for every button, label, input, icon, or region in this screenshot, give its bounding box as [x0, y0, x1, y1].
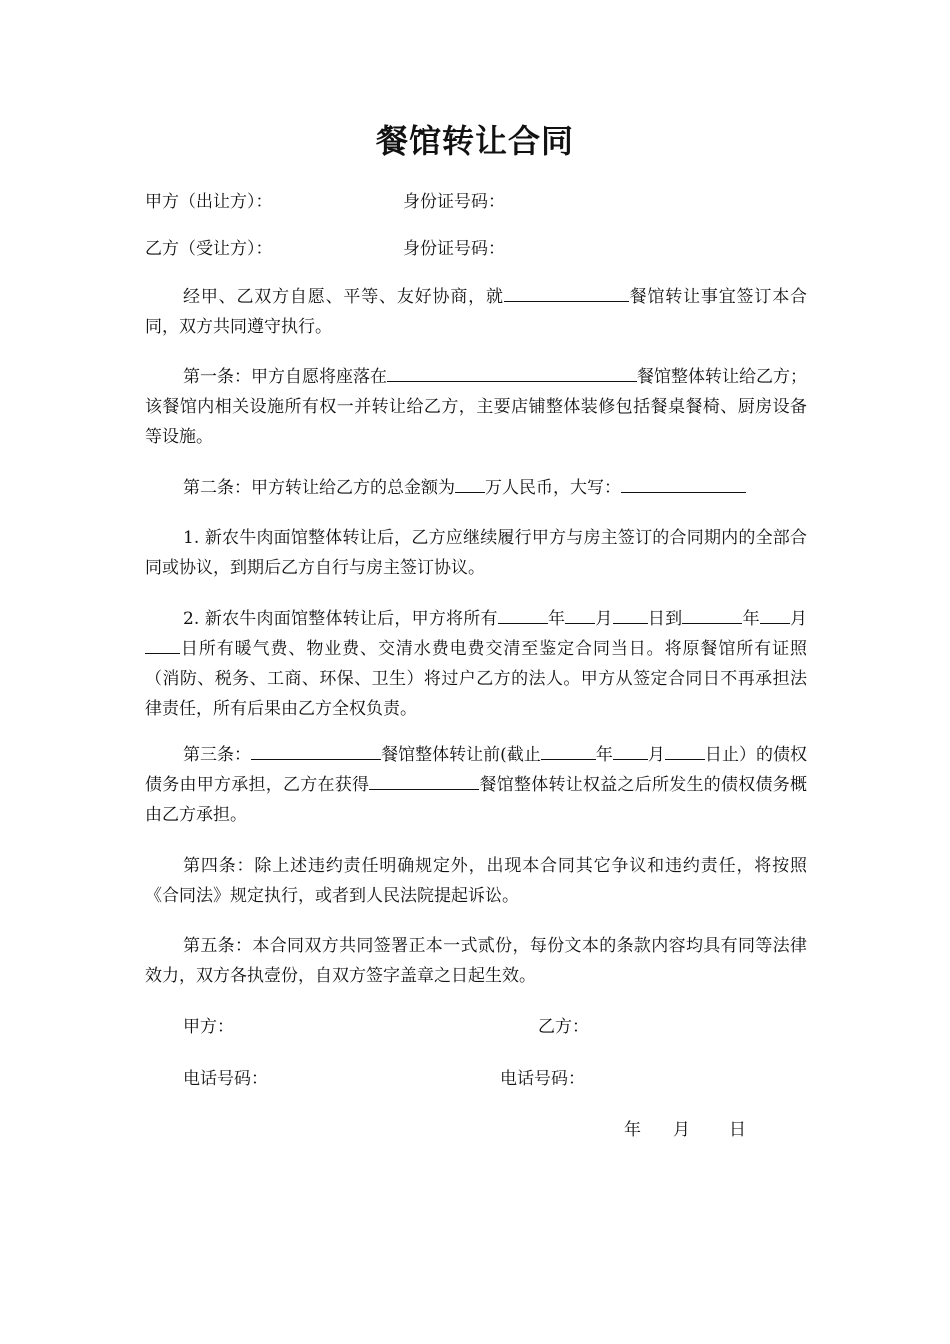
day-from-blank [613, 605, 648, 624]
signature-party-b: 乙方： [538, 1017, 589, 1037]
item-2-month-to: 月 [789, 609, 808, 629]
article-2-text-2: 万人民币，大写： [485, 478, 621, 498]
article-4: 第四条：除上述违约责任明确规定外，出现本合同其它争议和违约责任，将按照《合同法》规定执行，或者到人民法院提起诉讼。 [145, 856, 807, 906]
article-5: 第五条：本合同双方共同签署正本一式贰份，每份文本的条款内容均具有同等法律效力，双方各执壹份，自双方签字盖章之日起生效。 [145, 936, 807, 986]
article-3-text-3: 日止）的债权债务由甲方承担，乙方在获得 [145, 745, 808, 795]
cutoff-year-blank [541, 741, 596, 760]
restaurant-blank-3b [369, 771, 479, 790]
document-title: 餐馆转让合同 [375, 122, 574, 160]
article-3-text-4: 餐馆整体转让权益之后所发生的债权债务概由乙方承担。 [145, 775, 807, 825]
item-1: 1. 新农牛肉面馆整体转让后，乙方应继续履行甲方与房主签订的合同期内的全部合同或协议，到期后乙方自行与房主签订协议。 [145, 528, 807, 578]
party-b-label: 乙方（受让方）： [145, 239, 273, 259]
cutoff-day-blank [665, 741, 705, 760]
article-3-text-1: 第三条： [183, 745, 252, 765]
restaurant-blank-3 [251, 741, 381, 760]
article-3-year: 年 [595, 745, 613, 765]
item-2-text-1: 2. 新农牛肉面馆整体转让后，甲方将所有 [183, 609, 498, 629]
article-2-text-1: 第二条：甲方转让给乙方的总金额为 [183, 478, 455, 498]
article-3 [145, 740, 807, 830]
party-a-label: 甲方（出让方）： [145, 192, 273, 212]
phone-party-a: 电话号码： [183, 1069, 268, 1089]
amount-words-blank [621, 474, 746, 493]
article-1-text-1: 第一条：甲方自愿将座落在 [183, 367, 387, 387]
intro-paragraph [145, 282, 807, 342]
signature-party-a: 甲方： [183, 1017, 234, 1037]
intro-text-1: 经甲、乙双方自愿、平等、友好协商，就 [183, 287, 504, 307]
article-2 [145, 473, 807, 503]
year-from-blank [498, 605, 548, 624]
item-2-month: 月 [595, 609, 613, 629]
restaurant-name-blank [504, 283, 629, 302]
day-to-blank [145, 635, 180, 654]
date-month: 月 [673, 1120, 690, 1140]
location-blank [387, 363, 637, 382]
item-2-year: 年 [547, 609, 566, 629]
month-from-blank [565, 605, 595, 624]
cutoff-month-blank [613, 741, 648, 760]
party-a-id-label: 身份证号码： [403, 192, 505, 212]
amount-blank [455, 474, 485, 493]
date-year: 年 [624, 1120, 641, 1140]
year-to-blank [682, 605, 742, 624]
date-day: 日 [729, 1120, 746, 1140]
article-3-text-2: 餐馆整体转让前(截止 [381, 745, 541, 765]
party-b-id-label: 身份证号码： [403, 239, 505, 259]
item-2-text-rest: 日所有暖气费、物业费、交清水费电费交清至鉴定合同当日。将原餐馆所有证照（消防、税务、工商、环保、卫生）将过户乙方的法人。甲方从签定合同日不再承担法律责任，所有后果由乙方全权负责。 [145, 639, 807, 719]
item-2-year-to: 年 [742, 609, 760, 629]
item-2 [145, 604, 807, 724]
item-2-day-to: 日到 [647, 609, 683, 629]
article-3-month: 月 [647, 745, 665, 765]
phone-party-b: 电话号码： [500, 1069, 585, 1089]
month-to-blank [760, 605, 790, 624]
intro-text-2: 餐馆转让事宜签订本合同，双方共同遵守执行。 [145, 287, 808, 337]
article-1 [145, 362, 807, 452]
article-1-text-2: 餐馆整体转让给乙方；该餐馆内相关设施所有权一并转让给乙方，主要店铺整体装修包括餐桌餐椅、厨房设备等设施。 [145, 367, 807, 447]
